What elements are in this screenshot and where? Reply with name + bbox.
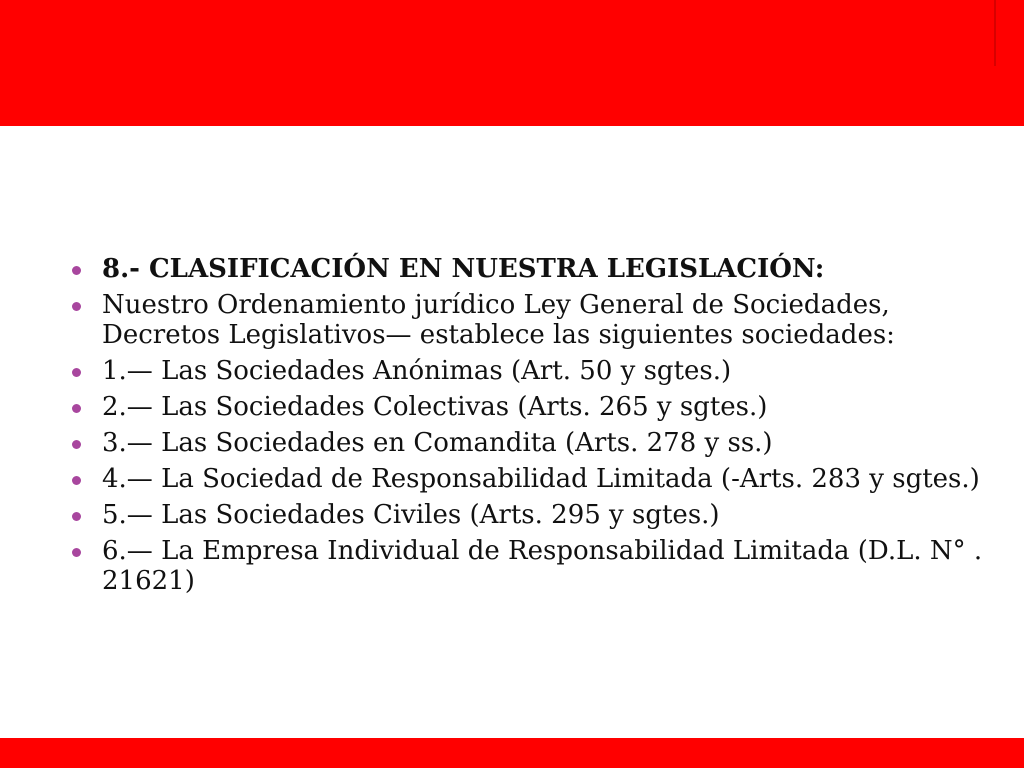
list-item	[72, 536, 992, 596]
bullet-dot-icon	[72, 476, 81, 485]
bullet-dot-icon	[72, 512, 81, 521]
bullet-dot-icon	[72, 302, 81, 311]
bullet-dot-icon	[72, 440, 81, 449]
list-item-text: 6.— La Empresa Individual de Responsabilidad Limitada (D.L. N° . 21621)	[102, 536, 983, 596]
list-item	[72, 392, 992, 422]
list-item-intro	[72, 290, 992, 350]
list-item	[72, 428, 992, 458]
bullet-dot-icon	[72, 404, 81, 413]
list-item-text: 5.— Las Sociedades Civiles (Arts. 295 y sgtes.)	[102, 500, 720, 530]
bullet-dot-icon	[72, 266, 81, 275]
list-item-text: 4.— La Sociedad de Responsabilidad Limitada (-Arts. 283 y sgtes.)	[102, 464, 980, 494]
list-item-heading	[72, 254, 992, 284]
list-item-text: 8.- CLASIFICACIÓN EN NUESTRA LEGISLACIÓN:	[102, 254, 825, 284]
list-item	[72, 356, 992, 386]
bullet-dot-icon	[72, 548, 81, 557]
list-item	[72, 464, 992, 494]
list-item-text: Nuestro Ordenamiento jurídico Ley General de Sociedades, Decretos Legislativos— establece las siguientes sociedades:	[102, 290, 895, 350]
list-item-text: 3.— Las Sociedades en Comandita (Arts. 278 y ss.)	[102, 428, 773, 458]
list-item	[72, 500, 992, 530]
bottom-red-band	[0, 738, 1024, 768]
top-red-band	[0, 0, 1024, 126]
bullet-list	[72, 254, 992, 596]
bullet-dot-icon	[72, 368, 81, 377]
band-divider-line	[994, 0, 996, 66]
list-item-text: 2.— Las Sociedades Colectivas (Arts. 265 y sgtes.)	[102, 392, 768, 422]
slide-content	[72, 254, 992, 602]
list-item-text: 1.— Las Sociedades Anónimas (Art. 50 y sgtes.)	[102, 356, 732, 386]
